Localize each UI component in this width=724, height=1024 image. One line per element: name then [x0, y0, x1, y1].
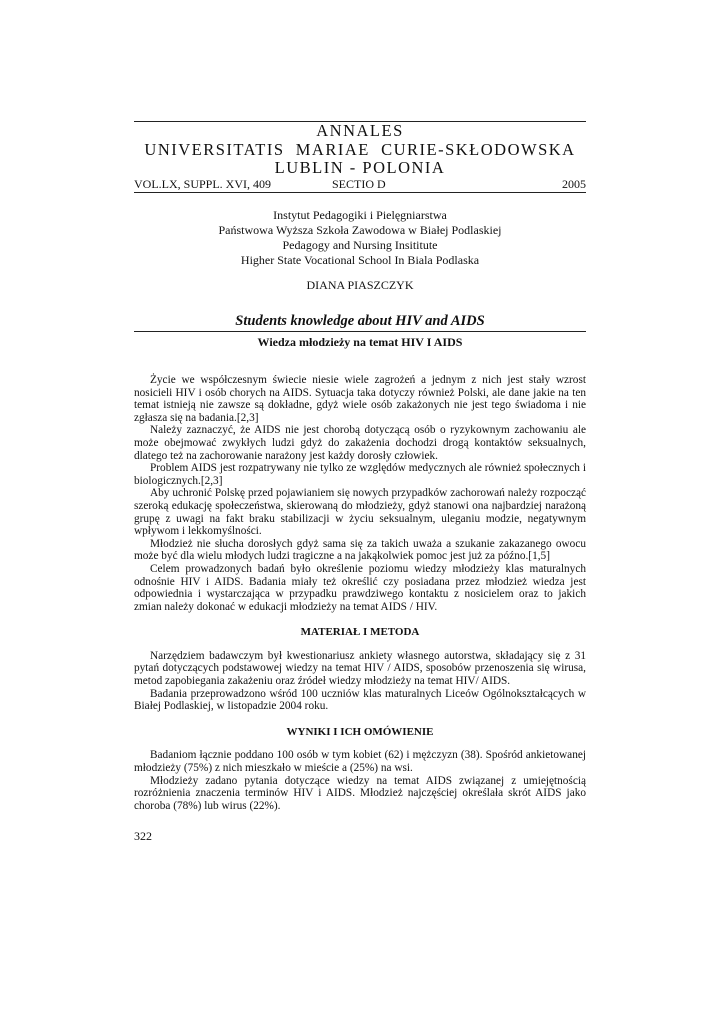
page-number: 322	[134, 829, 152, 843]
journal-line: UNIVERSITATIS MARIAE CURIE-SKŁODOWSKA	[144, 139, 576, 159]
title-polish: Wiedza młodzieży na temat HIV I AIDS	[257, 335, 463, 349]
volume-row	[134, 177, 586, 191]
journal-line: LUBLIN - POLONIA	[274, 158, 446, 177]
volume-rule	[134, 192, 586, 193]
affiliation-line: Państwowa Wyższa Szkoła Zawodowa w Białej Podlaskiej	[218, 223, 502, 237]
affiliation-block	[134, 208, 586, 268]
body-paragraph: Celem prowadzonych badań było określenie poziomu wiedzy młodzieży klas maturalnych odnośnie HIV i AIDS. Badania miały też określić czy posiadana przez młodzież wiedza jest odpowiednia i wystarczająca w przypadku prawdziwego kontaktu z nosicielem oraz to jakich zmian należy dokonać w edukacji młodzieży na temat AIDS / HIV.	[134, 562, 586, 613]
year-info: 2005	[562, 177, 586, 191]
body-paragraph: Problem AIDS jest rozpatrywany nie tylko ze względów medycznych ale również społecznych i biologicznych.[2,3]	[134, 462, 586, 487]
journal-header	[134, 122, 586, 178]
section-info: SECTIO D	[332, 177, 386, 191]
affiliation-line: Pedagogy and Nursing Insititute	[282, 238, 438, 252]
body-paragraph: Młodzieży zadano pytania dotyczące wiedzy na temat AIDS związanej z umiejętnością rozróżnienia znaczenia terminów HIV i AIDS. Młodzież najczęściej określała skrót AIDS jako choroba (78%) lub wirus (22%).	[134, 774, 586, 812]
title-rule	[134, 331, 586, 332]
affiliation-line: Higher State Vocational School In Biala Podlaska	[240, 253, 480, 267]
affiliation-line: Instytut Pedagogiki i Pielęgniarstwa	[273, 208, 447, 222]
body-paragraph: Młodzież nie słucha dorosłych gdyż sama się za takich uważa a szukanie zakazanego owocu może być dla wielu młodych ludzi tragiczne a na jakąkolwiek pomoc jest już za późno.[1,5]	[134, 537, 586, 563]
title-english: Students knowledge about HIV and AIDS	[235, 313, 485, 329]
volume-info: VOL.LX, SUPPL. XVI, 409	[134, 177, 272, 191]
body-paragraph: Życie we współczesnym świecie niesie wiele zagrożeń a jednym z nich jest stały wzrost nosicieli HIV i osób chorych na AIDS. Sytuacja taka dotyczy również Polski, ale dane jakie na ten temat istnieją nie zawsze są dokładne, gdyż wiele osób zakażonych nie jest tego świadoma i nie zgłasza się na badania.[2,3]	[134, 374, 586, 424]
body-paragraph: Badania przeprowadzono wśród 100 uczniów klas maturalnych Liceów Ogólnokształcących w Białej Podlaskiej, w listopadzie 2004 roku.	[134, 687, 586, 713]
body-paragraph: Narzędziem badawczym był kwestionariusz ankiety własnego autorstwa, składający się z 31 pytań dotyczących podstawowej wiedzy na temat HIV / AIDS, sposobów przenoszenia się wirusa, metod zapobiegania zakażeniu oraz źródeł wiedzy młodzieży na temat HIV/ AIDS.	[134, 649, 586, 688]
body-paragraph: Należy zaznaczyć, że AIDS nie jest chorobą dotyczącą osób o ryzykownym zachowaniu ale może obejmować zwykłych ludzi gdyż do zakażenia dochodzi drogą kontaktów seksualnych, dlatego też na zachorowanie narażony jest każdy dorosły człowiek.	[134, 424, 586, 462]
body-paragraph: Badaniom łącznie poddano 100 osób w tym kobiet (62) i mężczyzn (38). Spośród ankietowanej młodzieży (75%) z nich mieszkało w mieście a (25%) na wsi.	[134, 749, 586, 775]
section-heading-method: MATERIAŁ I METODA	[300, 626, 420, 639]
section-heading-results: WYNIKI I ICH OMÓWIENIE	[286, 725, 434, 738]
journal-line: ANNALES	[316, 121, 404, 140]
author-name: DIANA PIASZCZYK	[306, 278, 414, 292]
body-paragraph: Aby uchronić Polskę przed pojawianiem się nowych przypadków zachorowań należy rozpocząć szeroką edukację społeczeństwa, skierowaną do młodzieży, gdyż stanowi ona najbardziej narażoną grupę z uwagi na fakt braku stabilizacji w życiu seksualnym, uleganiu modzie, negatywnym wpływom i lekkomyślności.	[134, 487, 586, 538]
article-body	[134, 374, 586, 812]
